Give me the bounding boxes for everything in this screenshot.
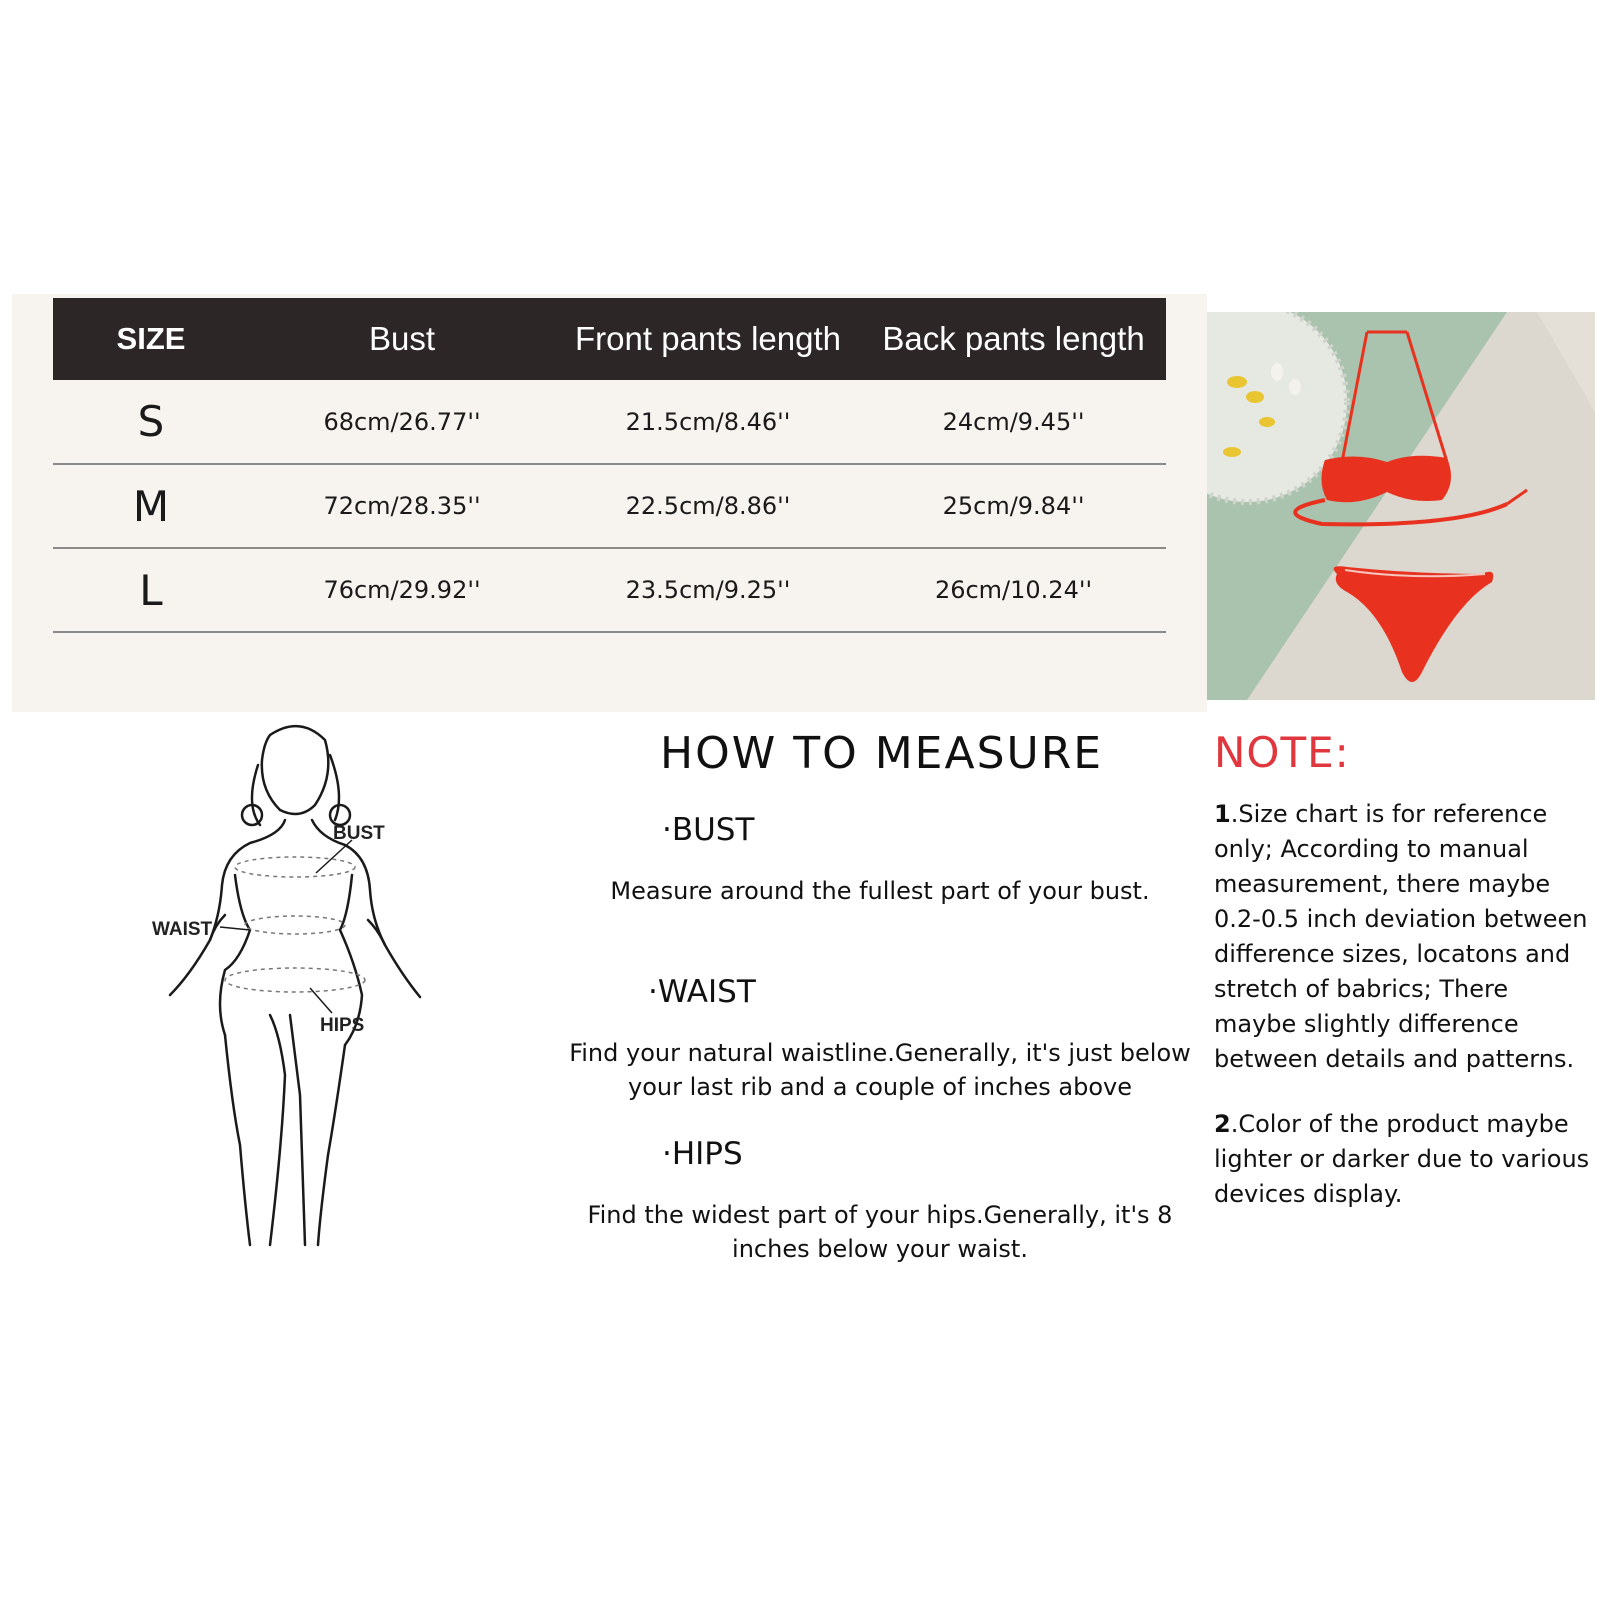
bust-cell: 68cm/26.77'' xyxy=(323,407,481,436)
bust-label: BUST xyxy=(333,823,385,844)
hips-heading: ·HIPS xyxy=(662,1136,743,1172)
back-length-cell: 26cm/10.24'' xyxy=(934,576,1093,604)
waist-description: Find your natural waistline.Generally, it's just below your last rib and a couple of inches above xyxy=(569,1039,1191,1101)
size-cell: M xyxy=(132,481,170,531)
size-chart-table xyxy=(53,298,1166,633)
back-length-cell: 25cm/9.84'' xyxy=(942,492,1085,520)
waist-measure-line xyxy=(245,916,345,934)
note-text: .Size chart is for reference only; According to manual measurement, there maybe 0.2-0.5 inch deviation between difference sizes, locatons and stretch of babrics; There maybe slightly difference between details and patterns. xyxy=(1214,800,1588,1073)
note-section xyxy=(1214,728,1594,1242)
table-row xyxy=(53,464,1166,548)
front-length-cell: 21.5cm/8.46'' xyxy=(625,407,791,436)
bust-cell: 76cm/29.92'' xyxy=(323,576,481,604)
bust-description: Measure around the fullest part of your bust. xyxy=(610,877,1150,905)
note-number: 1 xyxy=(1214,800,1231,828)
table-row xyxy=(53,548,1166,632)
note-number: 2 xyxy=(1214,1110,1231,1138)
size-chart-header-row xyxy=(53,298,1166,380)
table-row xyxy=(53,380,1166,464)
front-length-cell: 22.5cm/8.86'' xyxy=(625,492,791,520)
size-cell: S xyxy=(137,397,165,446)
how-to-measure-title: HOW TO MEASURE xyxy=(660,728,1104,779)
note-title: NOTE: xyxy=(1214,728,1350,777)
waist-heading: ·WAIST xyxy=(648,974,756,1010)
body-measurement-figure xyxy=(140,715,460,1275)
note-text: .Color of the product maybe lighter or darker due to various devices display. xyxy=(1214,1110,1590,1208)
note-item xyxy=(1214,797,1594,1077)
waist-label: WAIST xyxy=(152,919,213,940)
product-photo xyxy=(1207,312,1595,700)
hips-description: Find the widest part of your hips.Generally, it's 8 inches below your waist. xyxy=(587,1201,1173,1263)
header-bust: Bust xyxy=(368,320,436,357)
hips-measure-line xyxy=(225,968,365,992)
front-length-cell: 23.5cm/9.25'' xyxy=(625,576,791,604)
size-cell: L xyxy=(139,565,163,615)
bust-heading: ·BUST xyxy=(662,812,755,848)
header-front-pants-length: Front pants length xyxy=(575,320,841,357)
back-length-cell: 24cm/9.45'' xyxy=(942,407,1085,436)
header-size: SIZE xyxy=(116,321,186,356)
hips-label: HIPS xyxy=(320,1015,365,1036)
bust-cell: 72cm/28.35'' xyxy=(323,492,481,520)
note-item xyxy=(1214,1107,1594,1212)
bust-measure-line xyxy=(235,857,355,877)
header-back-pants-length: Back pants length xyxy=(882,320,1145,357)
